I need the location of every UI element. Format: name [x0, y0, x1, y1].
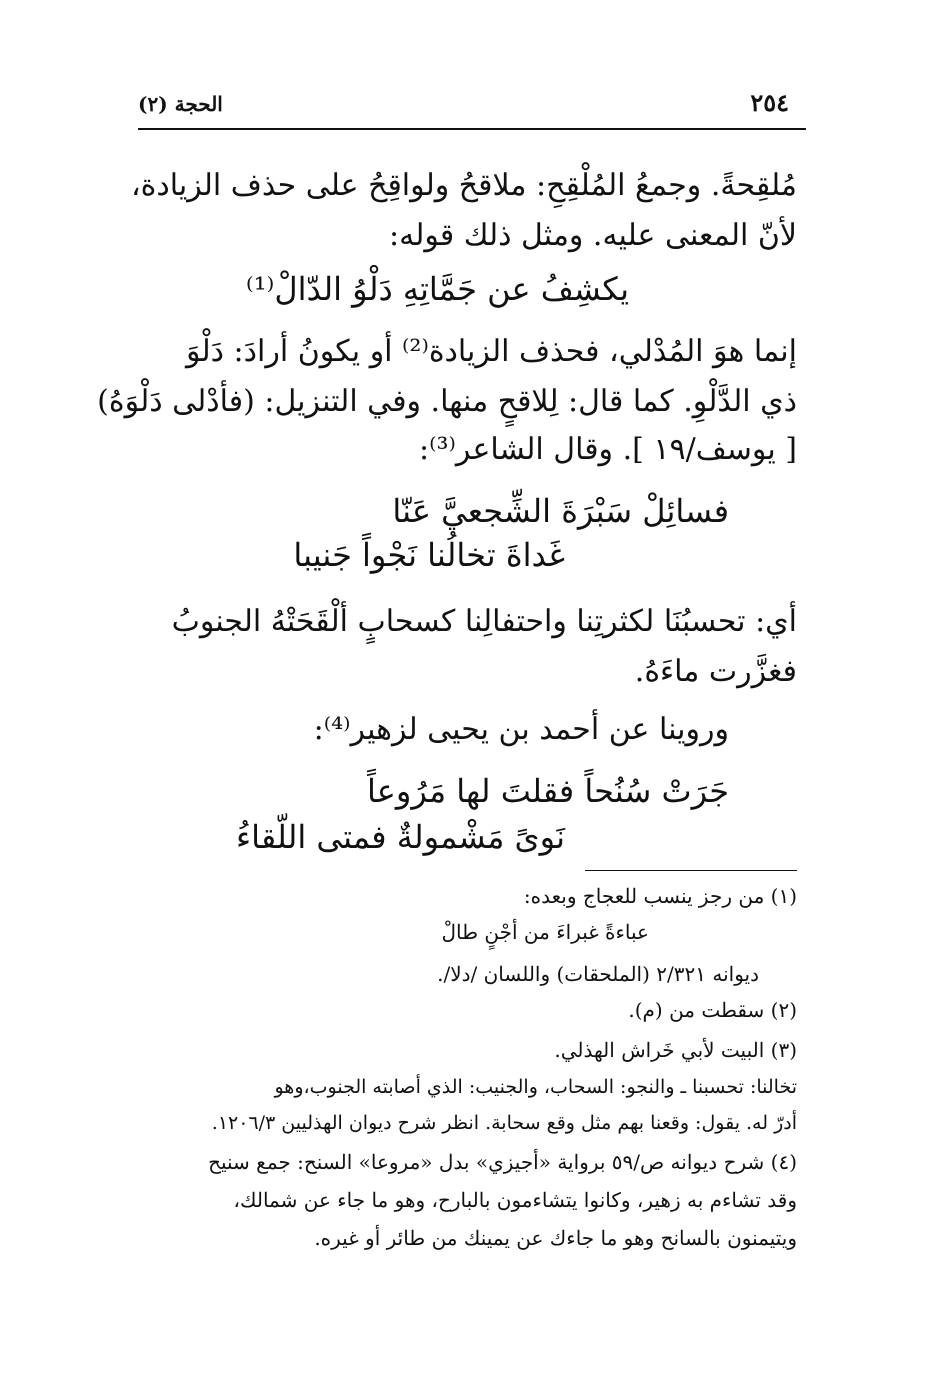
para4: وروينا عن أحمد بن يحيى لزهير⁽⁴⁾: — [313, 712, 729, 747]
header-rule — [138, 128, 806, 130]
para3-line2: فغزَّرت ماءَهُ. — [634, 654, 797, 689]
footnote-1-verse: عباءةً غبراءَ من أجْنٍ طالْ — [441, 920, 649, 944]
footnote-3-explanation-line1: تخالنا: تحسبنا ـ والنجو: السحاب، والجنيب: الذي أصابته الجنوب،وهو — [274, 1076, 797, 1098]
para2-line1: إنما هوَ المُدْلي، فحذف الزيادة⁽²⁾ أو يكونُ أرادَ: دَلْوَ — [186, 334, 797, 369]
footnote-4-line2: وقد تشاءم به زهير، وكانوا يتشاءمون بالبارح، وهو ما جاء عن شمالك، — [233, 1188, 797, 1212]
footnote-4-line1: (٤) شرح ديوانه ص/٥٩ برواية «أجيزي» بدل «مروعا» السنح: جمع سنيح — [208, 1150, 797, 1174]
verse-3-second: نَوىً مَشْمولةٌ فمتى اللّقاءُ — [236, 818, 565, 856]
para2-line3: [ يوسف/١٩ ]. وقال الشاعر⁽³⁾: — [419, 432, 797, 467]
footnote-2: (٢) سقطت من (م). — [628, 998, 797, 1022]
footnote-3: (٣) البيت لأبي خَراش الهذلي. — [554, 1038, 797, 1062]
verse-2-second: غَداةَ تخالُنا نَجْواً جَنيبا — [293, 536, 565, 574]
verse-3-first: جَرَتْ سُنُحاً فقلتَ لها مَرُوعاً — [367, 772, 729, 810]
footnote-1-source: ديوانه ٢/٣٢١ (الملحقات) واللسان /دلا/. — [437, 962, 759, 986]
verse-2-first: فسائِلْ سَبْرَةَ الشِّجعيَّ عَنّا — [392, 492, 729, 530]
para1-line2: لأنّ المعنى عليه. ومثل ذلك قوله: — [389, 218, 797, 253]
para3-line1: أي: تحسبُنَا لكثرتِنا واحتفالِنا كسحابٍ ألْقَحَتْهُ الجنوبُ — [171, 604, 797, 639]
running-title: الحجة (٢) — [138, 92, 223, 116]
para2-line2: ذي الدَّلْوِ. كما قال: لِلاقحٍ منها. وفي التنزيل: (فأدْلى دَلْوَهُ) — [97, 384, 797, 419]
page-number: ٢٥٤ — [750, 88, 789, 117]
footnote-rule — [585, 870, 797, 871]
verse-1: يكشِفُ عن جَمَّاتِهِ دَلْوُ الدّالْ⁽¹⁾ — [245, 270, 629, 308]
para1-line1: مُلقِحةً. وجمعُ المُلْقِحِ: ملاقحُ ولواقِحُ على حذف الزيادة، — [130, 168, 797, 203]
footnote-3-explanation-line2: أدرّ له. يقول: وقعنا بهم مثل وقع سحابة. انظر شرح ديوان الهذليين ١٢٠٦/٣. — [211, 1112, 797, 1134]
footnote-1-intro: (١) من رجز ينسب للعجاج وبعده: — [523, 884, 797, 908]
footnote-4-line3: ويتيمنون بالسانح وهو ما جاءك عن يمينك من طائر أو غيره. — [314, 1226, 797, 1250]
